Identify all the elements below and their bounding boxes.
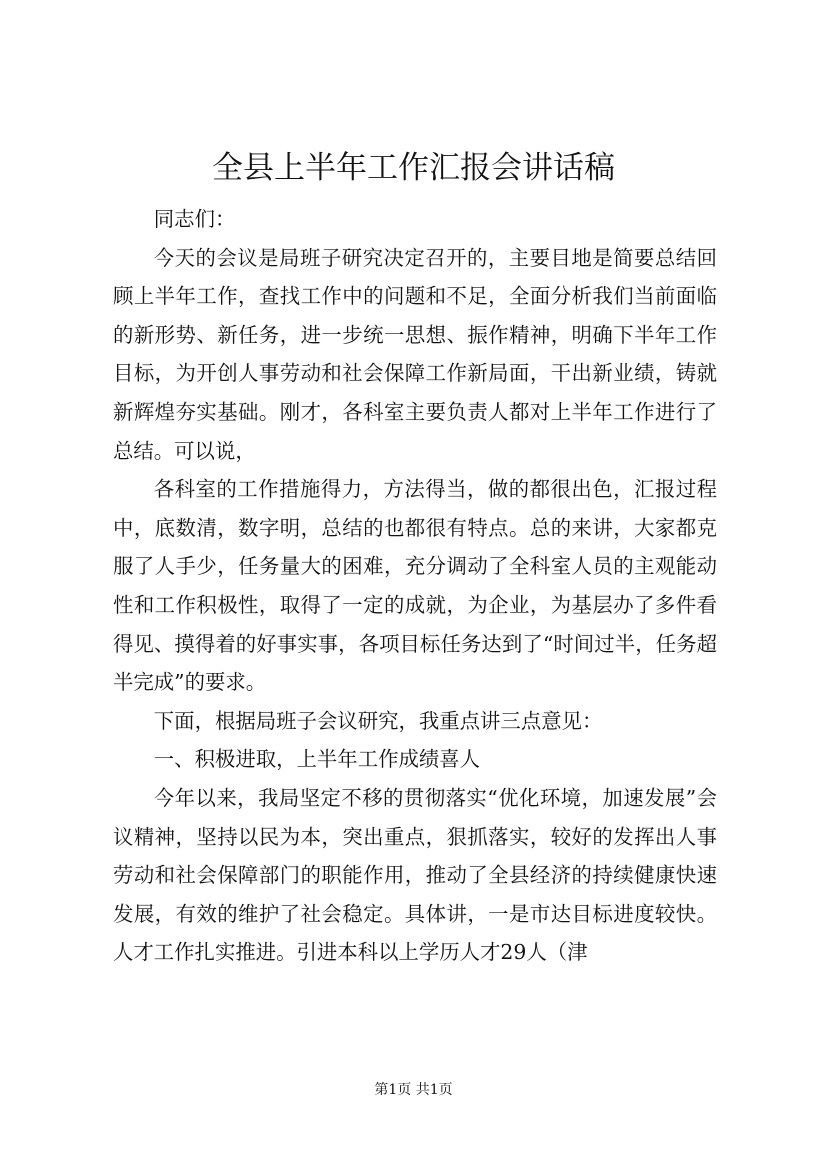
page-number-footer: 第1页 共1页 (374, 1082, 453, 1098)
salutation-paragraph: 同志们： (153, 207, 236, 231)
document-body (113, 200, 717, 972)
section-heading: 一、积极进取，上半年工作成绩喜人 (153, 747, 481, 772)
document-title: 全县上半年工作汇报会讲话稿 (212, 150, 615, 186)
body-paragraph: 下面，根据局班子会议研究，我重点讲三点意见： (153, 708, 603, 733)
body-paragraph: 各科室的工作措施得力，方法得当，做的都很出色，汇报过程中，底数清，数字明，总结的也都很有特点。总的来讲，大家都克服了人手少，任务量大的困难，充分调动了全科室人员的主观能动性和工作积极性，取得了一定的成就，为企业，为基层办了多件看得见、摸得着的好事实事，各项目标任务达到了“时间过半，任务超半完成”的要求。 (113, 477, 717, 695)
body-paragraph: 今天的会议是局班子研究决定召开的，主要目地是简要总结回顾上半年工作，查找工作中的问题和不足，全面分析我们当前面临的新形势、新任务，进一步统一思想、振作精神，明确下半年工作目标，为开创人事劳动和社会保障工作新局面，干出新业绩，铸就新辉煌夯实基础。刚才，各科室主要负责人都对上半年工作进行了总结。可以说， (113, 245, 717, 463)
body-paragraph: 今年以来，我局坚定不移的贯彻落实“优化环境，加速发展”会议精神，坚持以民为本，突出重点，狠抓落实，较好的发挥出人事劳动和社会保障部门的职能作用，推动了全县经济的持续健康快速发展，有效的维护了社会稳定。具体讲，一是市达目标进度较快。人才工作扎实推进。引进本科以上学历人才29人（津 (113, 785, 717, 965)
